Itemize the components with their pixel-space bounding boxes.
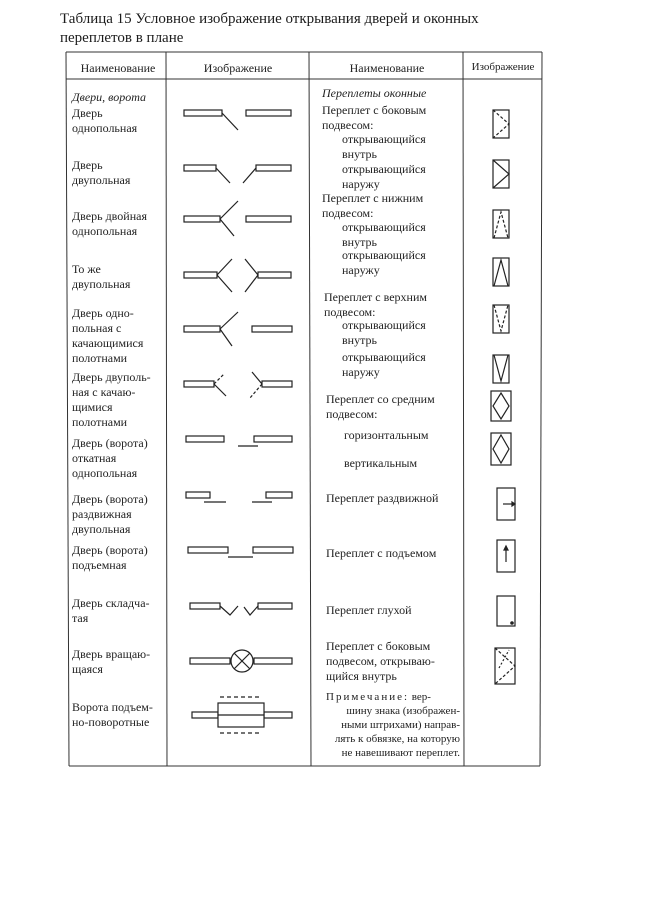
- window-lifting-symbol: [497, 540, 515, 572]
- window-side-in-example-symbol: [495, 648, 515, 684]
- window-side-hung-title: Переплет с боковым подвесом:: [322, 103, 427, 132]
- door-name-5: Дверь одно- польная с качающимися полотнами: [72, 306, 144, 365]
- door-sliding-single-symbol: [186, 436, 292, 446]
- window-side-in-symbol: [493, 110, 509, 138]
- door-name-4: То же двупольная: [72, 262, 131, 291]
- door-sliding-double-symbol: [186, 492, 292, 502]
- door-swinging-single-symbol: [184, 312, 292, 346]
- note-heading: Примечание:: [326, 691, 410, 703]
- door-name-10: Дверь складча- тая: [72, 596, 150, 625]
- window-side-in-example-name: Переплет с боковым подвесом, открываю- щийся внутрь: [326, 639, 435, 683]
- door-name-7: Дверь (ворота) откатная однопольная: [72, 436, 148, 480]
- door-folding-symbol: [190, 603, 292, 615]
- section-doors-title: Двери, ворота: [72, 90, 147, 104]
- window-bottom-out-name: открывающийся наружу: [342, 248, 426, 277]
- window-top-in-symbol: [493, 305, 509, 333]
- header-name-right: Наименование: [349, 61, 425, 75]
- door-single-symbol: [184, 110, 291, 130]
- window-middle-horizontal-name: горизонтальным: [344, 428, 429, 442]
- table-left-border: [66, 52, 69, 766]
- window-side-out-name: открывающийся наружу: [342, 162, 426, 191]
- window-middle-hung-title: Переплет со средним подвесом:: [326, 392, 435, 421]
- door-name-2: Дверь двупольная: [72, 158, 131, 187]
- door-symbols: [184, 110, 293, 733]
- header-name-left: Наименование: [80, 61, 156, 75]
- door-double-leaf-single-symbol: [184, 201, 291, 236]
- note-block: Примечание: вер- шину знака (изображен- ными штрихами) направ- лять к обвязке, на которую не навешивают переплет.: [326, 691, 460, 759]
- door-name-3: Дверь двойная однопольная: [72, 209, 147, 238]
- column-divider-2: [309, 52, 311, 766]
- window-fixed-symbol: [497, 596, 515, 626]
- window-top-in-name: открывающийся внутрь: [342, 318, 426, 347]
- door-name-6: Дверь двуполь- ная с качаю- щимися полотнами: [72, 370, 151, 429]
- door-name-1: Дверь однопольная: [72, 106, 138, 135]
- window-bottom-in-name: открывающийся внутрь: [342, 220, 426, 249]
- window-top-out-name: открывающийся наружу: [342, 350, 426, 379]
- window-bottom-in-symbol: [493, 210, 509, 238]
- door-revolving-symbol: [190, 650, 292, 672]
- window-side-in-name: открывающийся внутрь: [342, 132, 426, 161]
- door-swinging-double-symbol: [184, 372, 292, 398]
- door-name-8: Дверь (ворота) раздвижная двупольная: [72, 492, 148, 536]
- window-symbols: [491, 110, 515, 684]
- header-image-right: Изображение: [471, 61, 535, 73]
- window-bottom-out-symbol: [493, 258, 509, 286]
- window-side-out-symbol: [493, 160, 509, 188]
- caption-line-1: Таблица 15 Условное изображение открывания дверей и оконных: [60, 11, 479, 27]
- table-right-border: [540, 52, 542, 766]
- door-name-11: Дверь вращаю- щаяся: [72, 647, 151, 676]
- window-top-out-symbol: [493, 355, 509, 383]
- door-name-9: Дверь (ворота) подъемная: [72, 543, 148, 572]
- door-double-leaf-double-symbol: [184, 259, 291, 292]
- window-middle-vertical-symbol: [491, 433, 511, 465]
- window-middle-vertical-name: вертикальным: [344, 456, 418, 470]
- door-double-symbol: [184, 165, 291, 183]
- window-sliding-name: Переплет раздвижной: [326, 491, 439, 505]
- window-bottom-hung-title: Переплет с нижним подвесом:: [322, 191, 424, 220]
- caption-line-2: переплетов в плане: [60, 30, 184, 46]
- header-image-left: Изображение: [203, 61, 273, 75]
- gate-lift-pivot-symbol: [192, 697, 292, 733]
- window-middle-horizontal-symbol: [491, 391, 511, 421]
- door-name-12: Ворота подъем- но-поворотные: [72, 700, 153, 729]
- window-lifting-name: Переплет с подъемом: [326, 546, 437, 560]
- door-lifting-symbol: [188, 547, 293, 557]
- window-sliding-symbol: [497, 488, 515, 520]
- window-top-hung-title: Переплет с верхним подвесом:: [324, 290, 427, 319]
- column-divider-3: [463, 52, 464, 766]
- column-divider-1: [166, 52, 167, 766]
- section-windows-title: Переплеты оконные: [322, 86, 427, 100]
- window-fixed-name: Переплет глухой: [326, 603, 412, 617]
